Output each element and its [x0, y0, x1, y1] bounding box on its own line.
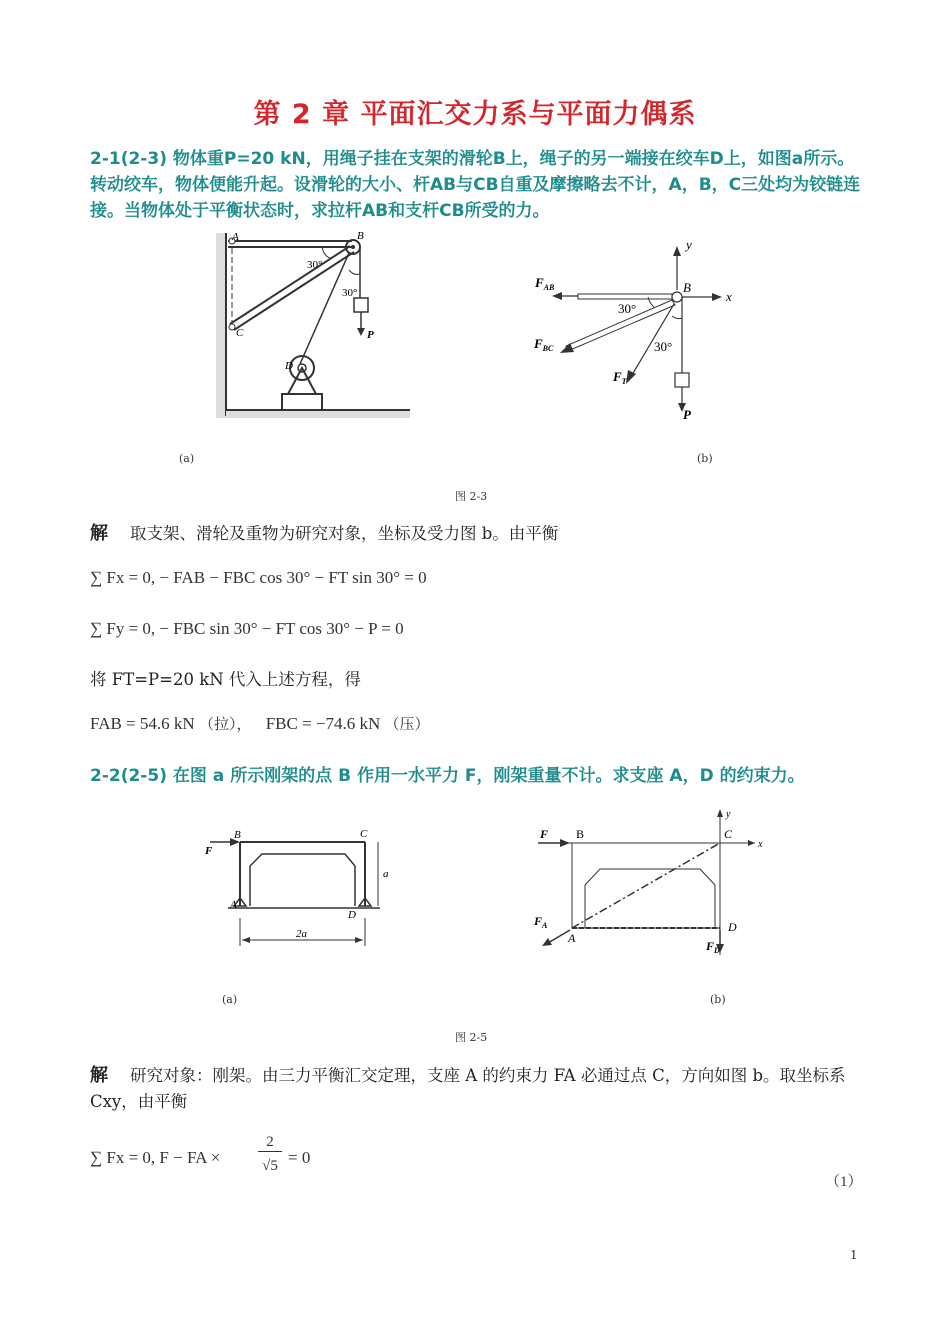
fig-2-5b-label: (b): [710, 993, 726, 1006]
figure-2-5b: [530, 805, 770, 965]
fig25b-FA: $F_A$: [534, 914, 548, 930]
figure-2-3b: [530, 230, 760, 425]
p1-equation-1: ∑ Fx = 0, − FAB − FBC cos 30° − FT sin 30° = 0: [90, 568, 427, 587]
p1-substitution: 将 FT=P=20 kN 代入上述方程，得: [90, 670, 361, 689]
fig25b-label-C: C: [724, 827, 733, 841]
fig25a-label-C: C: [360, 828, 368, 840]
fig-b-angle-1: 30°: [618, 301, 637, 316]
fig-b-label-P: P: [683, 407, 691, 422]
fig-b-FT: $F_T$: [613, 369, 627, 386]
fig25b-label-x: x: [758, 839, 763, 850]
figure-2-5a: [200, 822, 400, 952]
chapter-title: 第 2 章 平面汇交力系与平面力偶系: [253, 99, 697, 130]
page-number: 1: [850, 1248, 858, 1262]
fig25b-label-y: y: [726, 809, 731, 820]
fig25a-label-A: A: [230, 899, 237, 911]
fig-a-label-D: D: [285, 360, 293, 372]
fig-2-3-caption: 图 2-3: [455, 490, 488, 503]
fig-a-label-P: P: [367, 329, 374, 341]
fig-a-label-B: B: [357, 230, 364, 242]
fig-a-angle-2: 30°: [342, 287, 358, 299]
fig-a-label-A: A: [232, 231, 239, 243]
fig-b-label-y: y: [686, 237, 692, 252]
fig25a-label-D: D: [348, 909, 356, 921]
p1-equation-2: ∑ Fy = 0, − FBC sin 30° − FT cos 30° − P = 0: [90, 619, 404, 638]
fig-b-angle-2: 30°: [654, 339, 673, 354]
problem-2-1-statement: 2-1(2-3) 物体重P=20 kN，用绳子挂在支架的滑轮B上，绳子的另一端接在绞车D上，如图a所示。转动绞车，物体便能升起。设滑轮的大小、杆AB与CB自重及摩擦略去不计，A，B，C三处均为铰链连接。当物体处于平衡状态时，求拉杆AB和支杆CB所受的力。: [90, 149, 861, 221]
fig-b-FBC: $F_{BC}$: [534, 336, 554, 353]
fig-2-5a-label: (a): [222, 993, 238, 1006]
p2-solution-intro: 解 研究对象：刚架。由三力平衡汇交定理，支座 A 的约束力 FA 必通过点 C，方向如图 b。取坐标系 Cxy，由平衡: [90, 1065, 846, 1111]
fig25a-label-F: F: [205, 845, 213, 857]
p1-result: FAB = 54.6 kN （拉）， FBC = −74.6 kN （压）: [90, 714, 430, 733]
fig25b-FD: $F_D$: [706, 939, 720, 955]
problem-2-2-statement: 2-2(2-5) 在图 a 所示刚架的点 B 作用一水平力 F，刚架重量不计。求支座 A，D 的约束力。: [90, 766, 805, 786]
fig25a-label-2a: 2a: [296, 928, 307, 940]
fig25a-label-a: a: [383, 868, 389, 880]
fig25b-label-D: D: [728, 920, 737, 934]
figure-2-3a: [212, 228, 412, 423]
fig-b-FAB: $F_{AB}$: [535, 275, 555, 292]
fig-a-angle-1: 30°: [307, 259, 323, 271]
fig25a-label-B: B: [234, 829, 241, 841]
fig-2-3b-label: (b): [697, 452, 713, 465]
fig25b-label-A: A: [568, 931, 576, 945]
fig-b-label-x: x: [726, 289, 732, 304]
p1-solution-intro: 解 取支架、滑轮及重物为研究对象，坐标及受力图 b。由平衡: [90, 523, 559, 544]
fig-b-label-B: B: [683, 280, 691, 295]
fig-a-label-C: C: [236, 327, 244, 339]
fig-2-3a-label: (a): [179, 452, 195, 465]
fig-2-5-caption: 图 2-5: [455, 1031, 488, 1044]
fig25b-label-F: F: [540, 827, 549, 841]
fig25b-label-B: B: [576, 827, 585, 841]
